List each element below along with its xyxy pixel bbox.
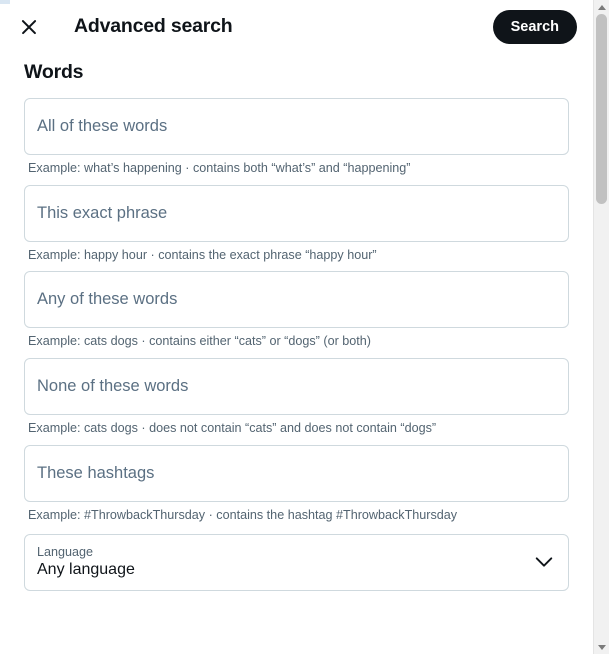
this-exact-phrase-hint: Example: happy hour · contains the exact phrase “happy hour” [28, 247, 377, 262]
page-title: Advanced search [74, 15, 233, 37]
field-group-none-of-these-words [24, 358, 569, 437]
these-hashtags-hint: Example: #ThrowbackThursday · contains the hashtag #ThrowbackThursday [28, 507, 458, 522]
search-button[interactable]: Search [493, 10, 577, 44]
field-group-any-of-these-words [24, 271, 569, 350]
close-button[interactable] [12, 10, 46, 44]
scrollbar-thumb[interactable] [596, 14, 607, 204]
none-of-these-words-hint: Example: cats dogs · does not contain “cats” and does not contain “dogs” [28, 421, 437, 436]
all-of-these-words-hint: Example: what’s happening · contains both “what’s” and “happening” [28, 161, 411, 175]
language-select[interactable] [24, 534, 569, 591]
language-select-wrapper [24, 534, 569, 591]
these-hashtags-input[interactable] [24, 445, 569, 502]
language-select-value: Any language [37, 560, 135, 578]
any-of-these-words-input[interactable] [24, 271, 569, 328]
scroll-up-arrow-icon[interactable] [594, 0, 609, 14]
scroll-down-arrow-icon[interactable] [594, 640, 609, 654]
dialog-body [0, 61, 593, 591]
all-of-these-words-input[interactable] [24, 98, 569, 155]
field-group-all-of-these-words [24, 98, 569, 177]
section-title-words: Words [24, 61, 84, 83]
dialog-header [0, 0, 593, 53]
close-icon [19, 17, 39, 37]
any-of-these-words-hint: Example: cats dogs · contains either “cats” or “dogs” (or both) [28, 334, 371, 349]
language-select-label: Language [37, 544, 94, 559]
field-group-these-hashtags [24, 445, 569, 524]
none-of-these-words-input[interactable] [24, 358, 569, 415]
field-group-this-exact-phrase [24, 185, 569, 264]
this-exact-phrase-input[interactable] [24, 185, 569, 242]
corner-artifact [0, 0, 10, 4]
vertical-scrollbar[interactable] [593, 0, 609, 654]
